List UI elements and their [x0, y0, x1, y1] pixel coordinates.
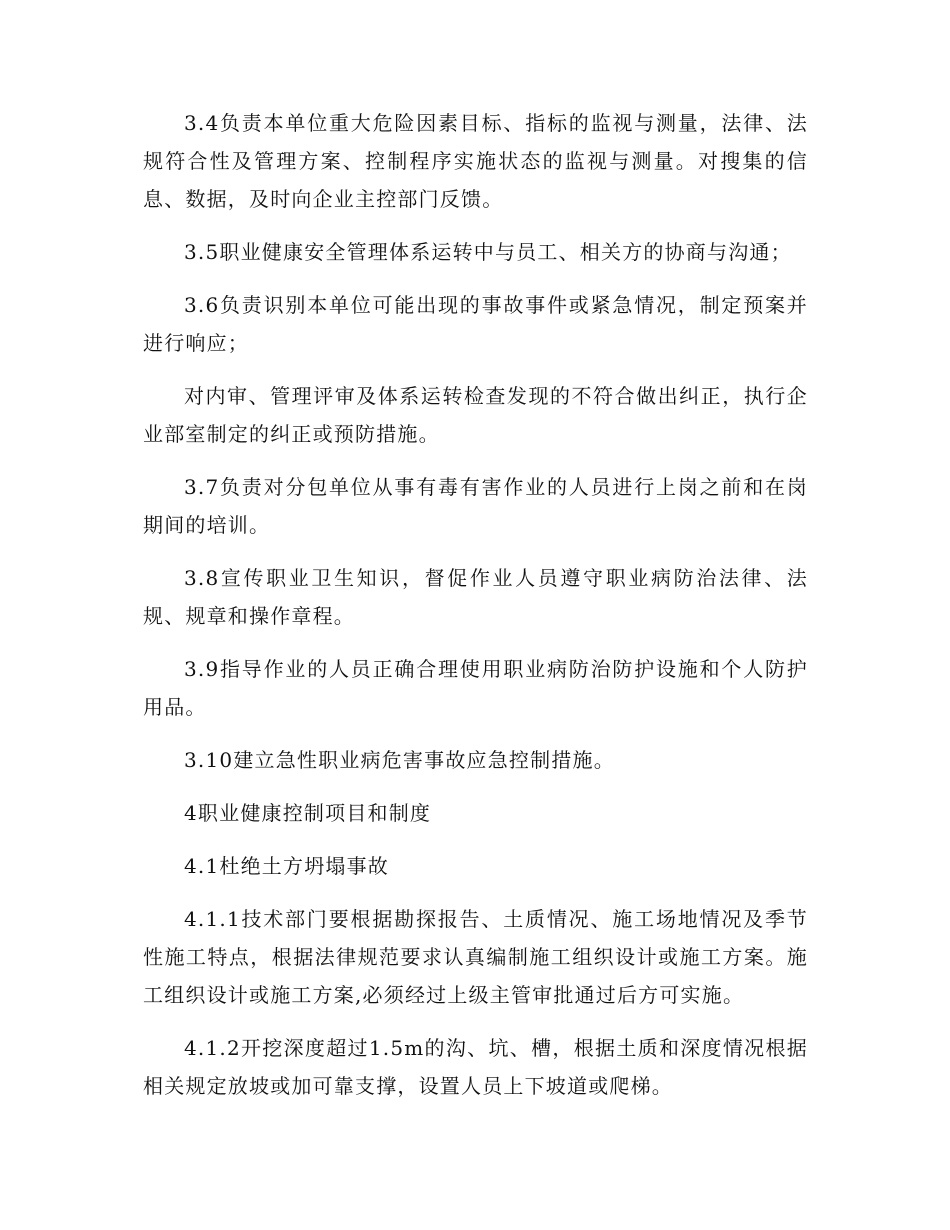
paragraph-3-10: 3.10建立急性职业病危害事故应急控制措施。: [184, 748, 615, 772]
document-body: [143, 104, 808, 1120]
paragraph-3-4: 3.4负责本单位重大危险因素目标、指标的监视与测量，法律、法规符合性及管理方案、控制程序实施状态的监视与测量。对搜集的信息、数据，及时向企业主控部门反馈。: [143, 111, 808, 211]
paragraph-3-8: 3.8宣传职业卫生知识，督促作业人员遵守职业病防治法律、法规、规章和操作章程。: [143, 566, 808, 628]
paragraph-3-5: 3.5职业健康安全管理体系运转中与员工、相关方的协商与沟通；: [184, 240, 792, 264]
paragraph-3-6: 3.6负责识别本单位可能出现的事故事件或紧急情况，制定预案并进行响应；: [143, 293, 808, 355]
paragraph-4-1-2: 4.1.2开挖深度超过1.5m的沟、坑、槽，根据土质和深度情况根据相关规定放坡或加可靠支撑，设置人员上下坡道或爬梯。: [143, 1036, 808, 1098]
paragraph-3-9: 3.9指导作业的人员正确合理使用职业病防治防护设施和个人防护用品。: [143, 657, 808, 719]
paragraph-3-7: 3.7负责对分包单位从事有毒有害作业的人员进行上岗之前和在岗期间的培训。: [143, 475, 808, 537]
paragraph-internal-audit: 对内审、管理评审及体系运转检查发现的不符合做出纠正，执行企业部室制定的纠正或预防措施。: [143, 384, 808, 446]
section-heading-4: 4职业健康控制项目和制度: [184, 801, 432, 825]
paragraph-4-1-1: 4.1.1技术部门要根据勘探报告、土质情况、施工场地情况及季节性施工特点，根据法律规范要求认真编制施工组织设计或施工方案。施工组织设计或施工方案,必须经过上级主管审批通过后方可实施。: [143, 907, 808, 1007]
subsection-heading-4-1: 4.1杜绝土方坍塌事故: [184, 854, 390, 878]
